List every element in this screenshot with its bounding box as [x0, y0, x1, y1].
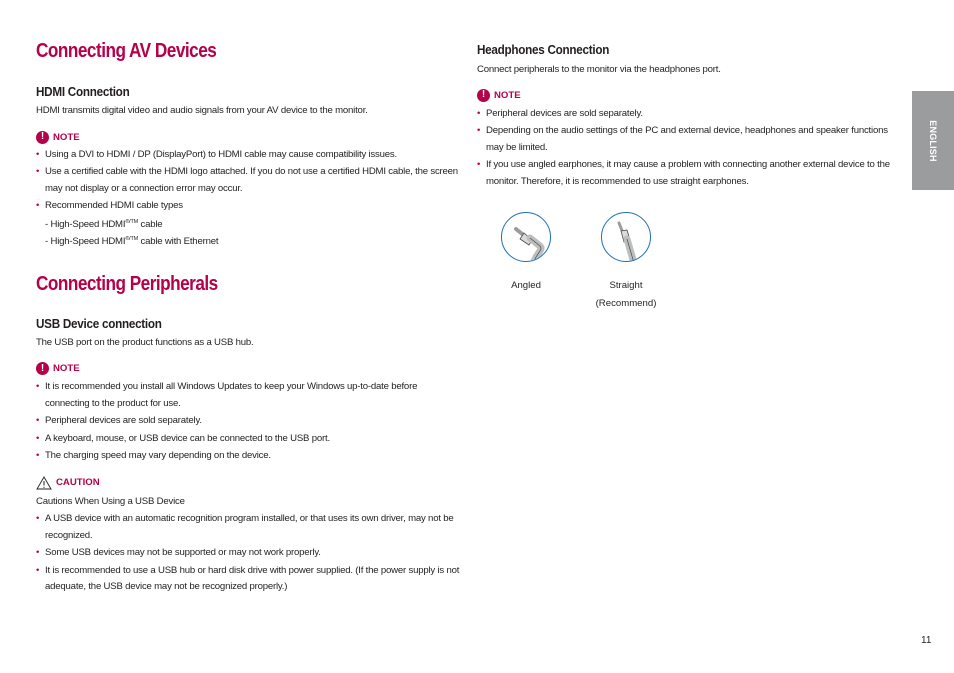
language-side-tab	[912, 91, 954, 190]
straight-earphone-figure	[586, 212, 666, 313]
warning-triangle-icon	[36, 476, 52, 490]
exclamation-icon: !	[36, 362, 49, 375]
right-column	[477, 42, 897, 191]
headphones-description: Connect peripherals to the monitor via the headphones port.	[477, 64, 721, 75]
list-item: - High-Speed $HDMI^{®/TM}$ cable	[45, 218, 163, 230]
headphones-heading: Headphones Connection	[477, 42, 610, 57]
list-item: • Peripheral devices are sold separately.	[477, 106, 897, 123]
angled-label: Angled	[511, 280, 541, 291]
hdmi-note-header	[36, 131, 460, 144]
angled-earphone-figure	[486, 212, 566, 295]
list-item: • Peripheral devices are sold separately.	[36, 413, 460, 430]
hdmi-note-list	[36, 147, 460, 215]
hdmi-description: HDMI transmits digital video and audio signals from your AV device to the monitor.	[36, 105, 368, 116]
hdmi-cable-type-list	[36, 216, 460, 251]
list-item: • The charging speed may vary depending on the device.	[36, 448, 460, 465]
straight-recommend-label: (Recommend)	[595, 298, 657, 309]
list-item: • Using a DVI to HDMI / DP (DisplayPort) to HDMI cable may cause compatibility issues.	[36, 147, 460, 164]
usb-note-list	[36, 379, 460, 465]
caution-header	[36, 476, 460, 490]
straight-label: Straight	[609, 280, 643, 291]
av-section-title: Connecting AV Devices	[36, 40, 217, 62]
angled-plug-image	[501, 212, 551, 262]
list-item: • A USB device with an automatic recognition program installed, or that uses its own driver, may not be recognized.	[36, 511, 460, 544]
note-label: NOTE	[53, 363, 80, 374]
page-number: 11	[921, 635, 932, 646]
note-label: NOTE	[494, 89, 521, 101]
peripherals-section-title: Connecting Peripherals	[36, 272, 218, 295]
headphones-note-list	[477, 106, 897, 191]
headphones-note-header	[477, 89, 897, 102]
usb-description: The USB port on the product functions as a USB hub.	[36, 336, 254, 348]
list-item: • A keyboard, mouse, or USB device can be connected to the USB port.	[36, 431, 460, 448]
exclamation-icon: !	[477, 89, 490, 102]
exclamation-icon: !	[36, 131, 49, 144]
list-item: • If you use angled earphones, it may cause a problem with connecting another external device to the monitor. Therefore, it is recommended to use straight earphones.	[477, 157, 897, 190]
hdmi-heading: HDMI Connection	[36, 84, 130, 99]
list-item: - High-Speed $HDMI^{®/TM}$ cable with Ethernet	[45, 235, 219, 247]
note-label: NOTE	[53, 131, 80, 143]
usb-note-header	[36, 362, 460, 375]
caution-list	[36, 511, 460, 596]
list-item: • Use a certified cable with the HDMI logo attached. If you do not use a certified HDMI cable, the screen may not display or a connection error may occur.	[36, 164, 460, 197]
left-column	[36, 40, 460, 597]
list-item: • It is recommended to use a USB hub or hard disk drive with power supplied. (If the power supply is not adequate, the USB device may not be recognized properly.)	[36, 563, 460, 596]
caution-intro: Cautions When Using a USB Device	[36, 495, 185, 507]
list-item: • Recommended HDMI cable types	[36, 198, 460, 215]
list-item: • Some USB devices may not be supported or may not work properly.	[36, 545, 460, 562]
list-item: • It is recommended you install all Windows Updates to keep your Windows up-to-date before connecting to the product for use.	[36, 379, 460, 412]
caution-label: CAUTION	[56, 477, 100, 488]
straight-plug-image	[601, 212, 651, 262]
list-item: • Depending on the audio settings of the PC and external device, headphones and speaker functions may be limited.	[477, 123, 897, 156]
language-tab-label: ENGLISH	[928, 119, 938, 162]
usb-heading: USB Device connection	[36, 315, 162, 331]
